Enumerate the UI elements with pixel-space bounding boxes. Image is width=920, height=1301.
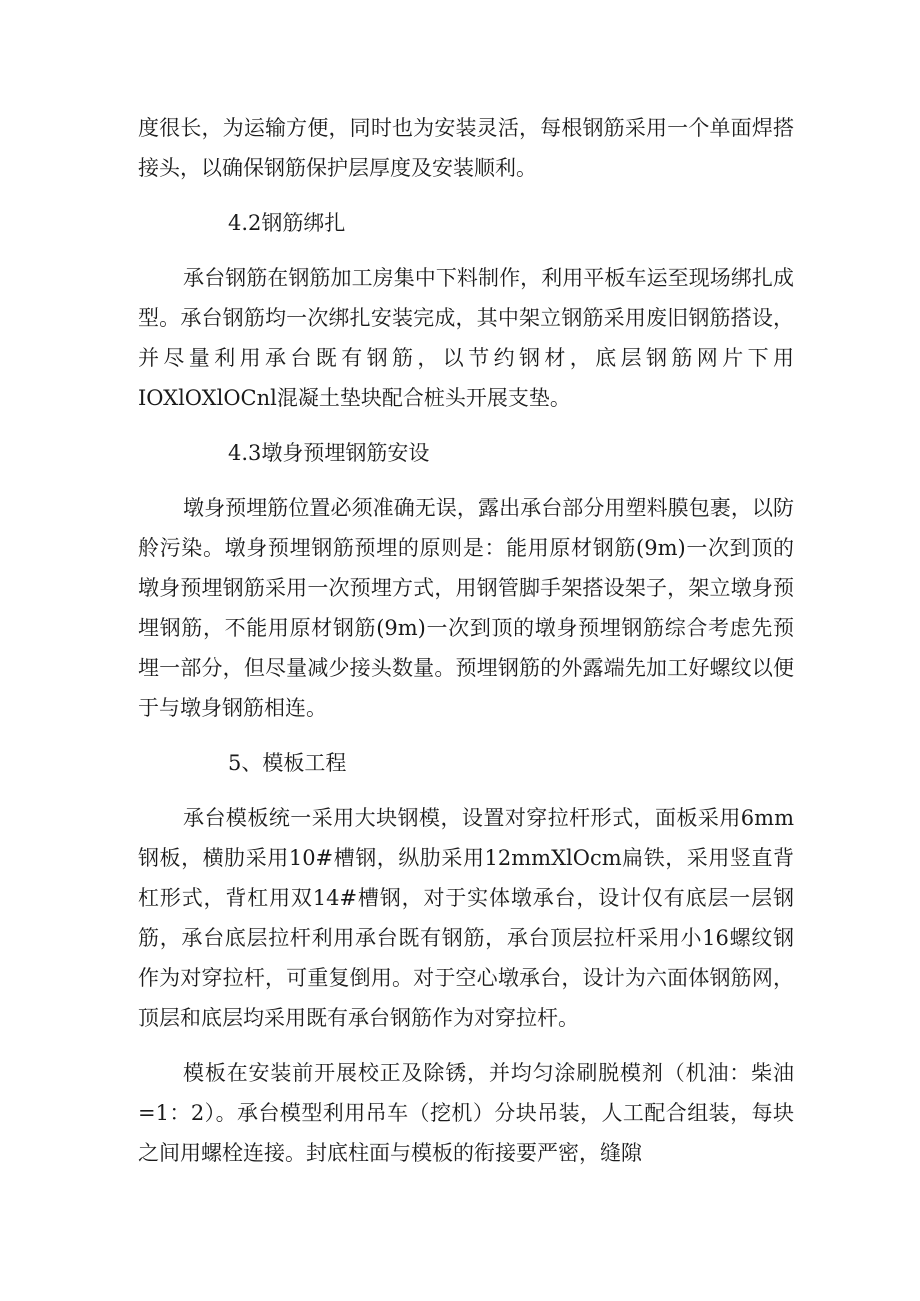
section-heading-4-2 xyxy=(138,203,794,243)
section-title: 模板工程 xyxy=(262,751,347,775)
paragraph-continuation: 度很长，为运输方便，同时也为安装灵活，每根钢筋采用一个单面焊搭接头，以确保钢筋保护层厚度及安装顺利。 xyxy=(138,116,794,180)
section-number: 4.3 xyxy=(228,441,262,465)
section-heading-4-3 xyxy=(138,433,794,473)
section-heading-5 xyxy=(138,743,794,783)
section-title: 钢筋绑扎 xyxy=(261,211,346,235)
paragraph: 墩身预埋筋位置必须准确无误，露出承台部分用塑料膜包裹，以防舲污染。墩身预埋钢筋预埋的原则是：能用原材钢筋(9m)一次到顶的墩身预埋钢筋采用一次预埋方式，用钢管脚手架搭设架子，架立墩身预埋钢筋，不能用原材钢筋(9m)一次到顶的墩身预埋钢筋综合考虑先预埋一部分，但尽量减少接头数量。预埋钢筋的外露端先加工好螺纹以便于与墩身钢筋相连。 xyxy=(138,496,794,720)
document-body xyxy=(138,108,794,1188)
section-number: 4.2 xyxy=(228,211,262,235)
section-number: 5、 xyxy=(228,751,263,775)
paragraph: 承台钢筋在钢筋加工房集中下料制作，利用平板车运至现场绑扎成型。承台钢筋均一次绑扎安装完成，其中架立钢筋采用废旧钢筋搭设，并尽量利用承台既有钢筋，以节约钢材，底层钢筋网片下用IOXlOXlOCnl混凝土垫块配合桩头开展支垫。 xyxy=(138,266,794,410)
paragraph: 模板在安装前开展校正及除锈，并均匀涂刷脱模剂（机油：柴油=1：2）。承台模型利用吊车（挖机）分块吊装，人工配合组装，每块之间用螺栓连接。封底柱面与模板的衔接要严密，缝隙 xyxy=(138,1061,794,1165)
paragraph: 承台模板统一采用大块钢模，设置对穿拉杆形式，面板采用6mm钢板，横肋采用10#槽钢，纵肋采用12mmXlOcm扁铁，采用竖直背杠形式，背杠用双14#槽钢，对于实体墩承台，设计仅有底层一层钢筋，承台底层拉杆利用承台既有钢筋，承台顶层拉杆采用小16螺纹钢作为对穿拉杆，可重复倒用。对于空心墩承台，设计为六面体钢筋网，顶层和底层均采用既有承台钢筋作为对穿拉杆。 xyxy=(138,806,794,1030)
section-title: 墩身预埋钢筋安设 xyxy=(261,441,430,465)
